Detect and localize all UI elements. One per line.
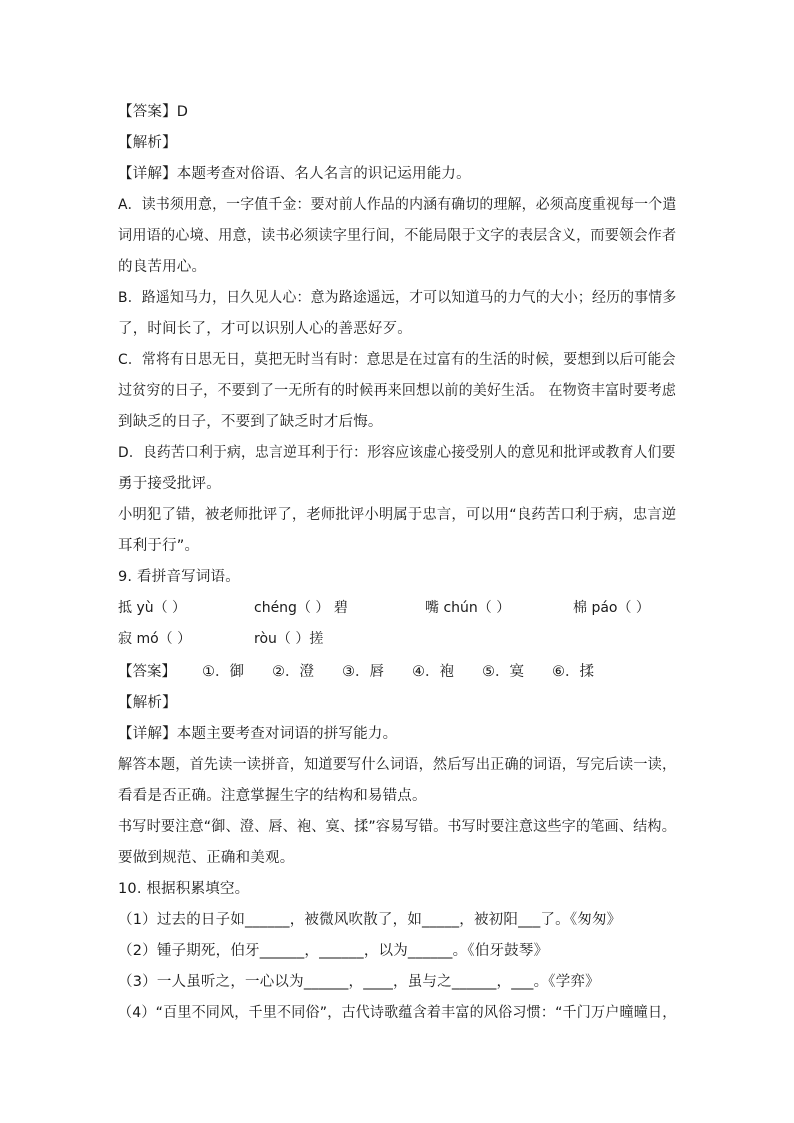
option-b-line: B．路遥知马力，日久见人心：意为路途遥远，才可以知道马的力气的大小；经历的事情多 [118,290,677,306]
conclusion-line: 小明犯了错，被老师批评了，老师批评小明属于忠言，可以用“良药苦口利于病，忠言逆 [118,507,677,523]
option-c-line: 过贫穷的日子，不要到了一无所有的时候再来回想以前的美好生活。 在物资丰富时要考虑 [118,383,677,399]
fill-blank-item: （1）过去的日子如______，被微风吹散了，如_____，被初阳___了。《匆匆》 [118,912,622,928]
pinyin-item: 抵 yù（ ） [118,600,187,616]
answer-label-q9: 【答案】 [118,664,176,680]
answer-item: ③．唇 [342,664,384,680]
option-d-line: 勇于接受批评。 [118,476,221,492]
option-c-line: C．常将有日思无日，莫把无时当有时：意思是在过富有的生活的时候，要想到以后可能会 [118,352,676,368]
option-b-line: 了，时间长了，才可以识别人心的善恶好歹。 [118,321,412,337]
answer-label-q8: 【答案】D [118,104,189,120]
analysis-label-q9: 【解析】 [118,695,177,711]
pinyin-item: ròu（ ）搓 [254,631,324,647]
answer-item: ④．袍 [412,664,454,680]
explanation-line: 解答本题，首先读一读拼音，知道要写什么词语，然后写出正确的词语，写完后读一读， [118,757,677,773]
fill-blank-item: （3）一人虽听之，一心以为______，____，虽与之______，___。《学弈》 [118,974,600,990]
pinyin-item: 嘴 chún（ ） [425,600,511,616]
option-c-line: 到缺乏的日子，不要到了缺乏时才后悔。 [118,414,383,430]
pinyin-item: chéng（ ） 碧 [254,600,348,616]
answer-item: ⑤．寞 [482,664,524,680]
fill-blank-item: （4）“百里不同风，千里不同俗”，古代诗歌蕴含着丰富的风俗习惯：“千门万户曈曈日， [118,1005,677,1021]
option-a-line: A．读书须用意，一字值千金：要对前人作品的内涵有确切的理解，必须高度重视每一个遣 [118,197,677,213]
option-a-line: 词用语的心境、用意，读书必须读字里行间，不能局限于文字的表层含义，而要领会作者 [118,228,677,244]
pinyin-item: 寂 mó（ ） [118,631,192,647]
fill-blank-item: （2）锺子期死，伯牙______，______，以为______。《伯牙鼓琴》 [118,943,549,959]
answer-item: ①．御 [202,664,244,680]
explanation-line: 书写时要注意“御、澄、唇、袍、寞、揉”容易写错。书写时要注意这些字的笔画、结构。 [118,819,677,835]
question-10-title: 10. 根据积累填空。 [118,881,250,897]
detail-q8: 【详解】本题考查对俗语、名人名言的识记运用能力。 [118,166,471,182]
detail-q9: 【详解】本题主要考查对词语的拼写能力。 [118,726,398,742]
option-d-line: D．良药苦口利于病，忠言逆耳利于行：形容应该虚心接受别人的意见和批评或教育人们要 [118,445,676,461]
question-9-title: 9. 看拼音写词语。 [118,569,240,585]
explanation-line: 看看是否正确。注意掌握生字的结构和易错点。 [118,788,427,804]
option-a-line: 的良苦用心。 [118,259,207,275]
pinyin-item: 棉 páo（ ） [573,600,650,616]
analysis-label-q8: 【解析】 [118,135,177,151]
answer-item: ②．澄 [272,664,314,680]
explanation-line: 要做到规范、正确和美观。 [118,850,295,866]
answer-item: ⑥．揉 [552,664,594,680]
conclusion-line: 耳利于行”。 [118,538,200,554]
